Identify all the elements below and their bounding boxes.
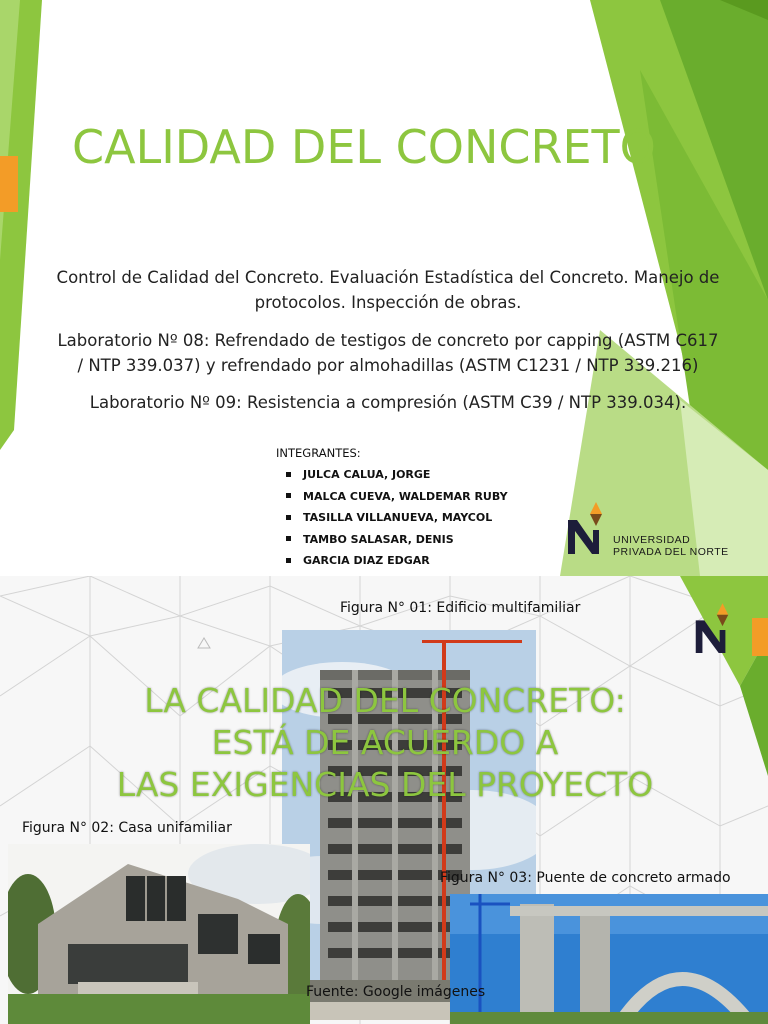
bullet-icon [286,472,291,477]
quality-title [40,680,730,806]
quality-title-line-1: LA CALIDAD DEL CONCRETO: [144,681,626,720]
bullet-icon [286,515,291,520]
member-name: GARCIA DIAZ EDGAR [303,554,430,567]
university-name [613,534,729,558]
subtitle-line-2: protocolos. Inspección de obras. [254,293,522,312]
subtitle-line-4: / NTP 339.037) y refrendado por almohadillas (ASTM C1231 / NTP 339.216) [77,356,699,375]
house-photo [8,844,310,1024]
list-item [286,507,508,529]
bridge-photo [450,894,768,1024]
university-name-line-1: UNIVERSIDAD [613,534,691,546]
source-caption: Fuente: Google imágenes [306,984,486,1000]
quality-title-line-3: LAS EXIGENCIAS DEL PROYECTO [116,765,654,804]
list-item [286,486,508,508]
member-name: MALCA CUEVA, WALDEMAR RUBY [303,489,508,503]
slide-title-text: CALIDAD DEL CONCRETO [72,120,656,174]
team-list [286,464,508,572]
list-item [286,464,508,486]
bullet-icon [286,558,291,563]
figure3-caption: Figura N° 03: Puente de concreto armado [440,870,731,886]
orange-accent-bar [752,618,768,656]
university-name-line-2: PRIVADA DEL NORTE [613,546,729,558]
list-item [286,550,508,572]
member-name: TASILLA VILLANUEVA, MAYCOL [303,511,493,524]
member-name: TAMBO SALASAR, DENIS [303,532,454,546]
bullet-icon [286,536,291,541]
figure1-caption: Figura N° 01: Edificio multifamiliar [340,600,581,616]
subtitle-line-1: Control de Calidad del Concreto. Evaluación Estadística del Concreto. Manejo de [56,268,720,287]
team-heading: INTEGRANTES: [276,446,361,460]
university-logo-icon [562,500,608,560]
member-name: JULCA CALUA, JORGE [303,468,431,481]
quality-title-line-2: ESTÁ DE ACUERDO A [211,723,559,762]
small-triangle-mark [198,638,210,648]
bullet-icon [286,493,291,498]
figure2-caption: Figura N° 02: Casa unifamiliar [22,820,232,836]
subtitle-line-5: Laboratorio Nº 09: Resistencia a compresión (ASTM C39 / NTP 339.034). [89,393,687,412]
slide-quality [0,576,768,1024]
subtitle-line-3: Laboratorio Nº 08: Refrendado de testigos de concreto por capping (ASTM C617 [57,331,719,350]
orange-accent-bar [0,156,18,212]
list-item [286,529,508,551]
university-logo-icon [690,600,734,660]
